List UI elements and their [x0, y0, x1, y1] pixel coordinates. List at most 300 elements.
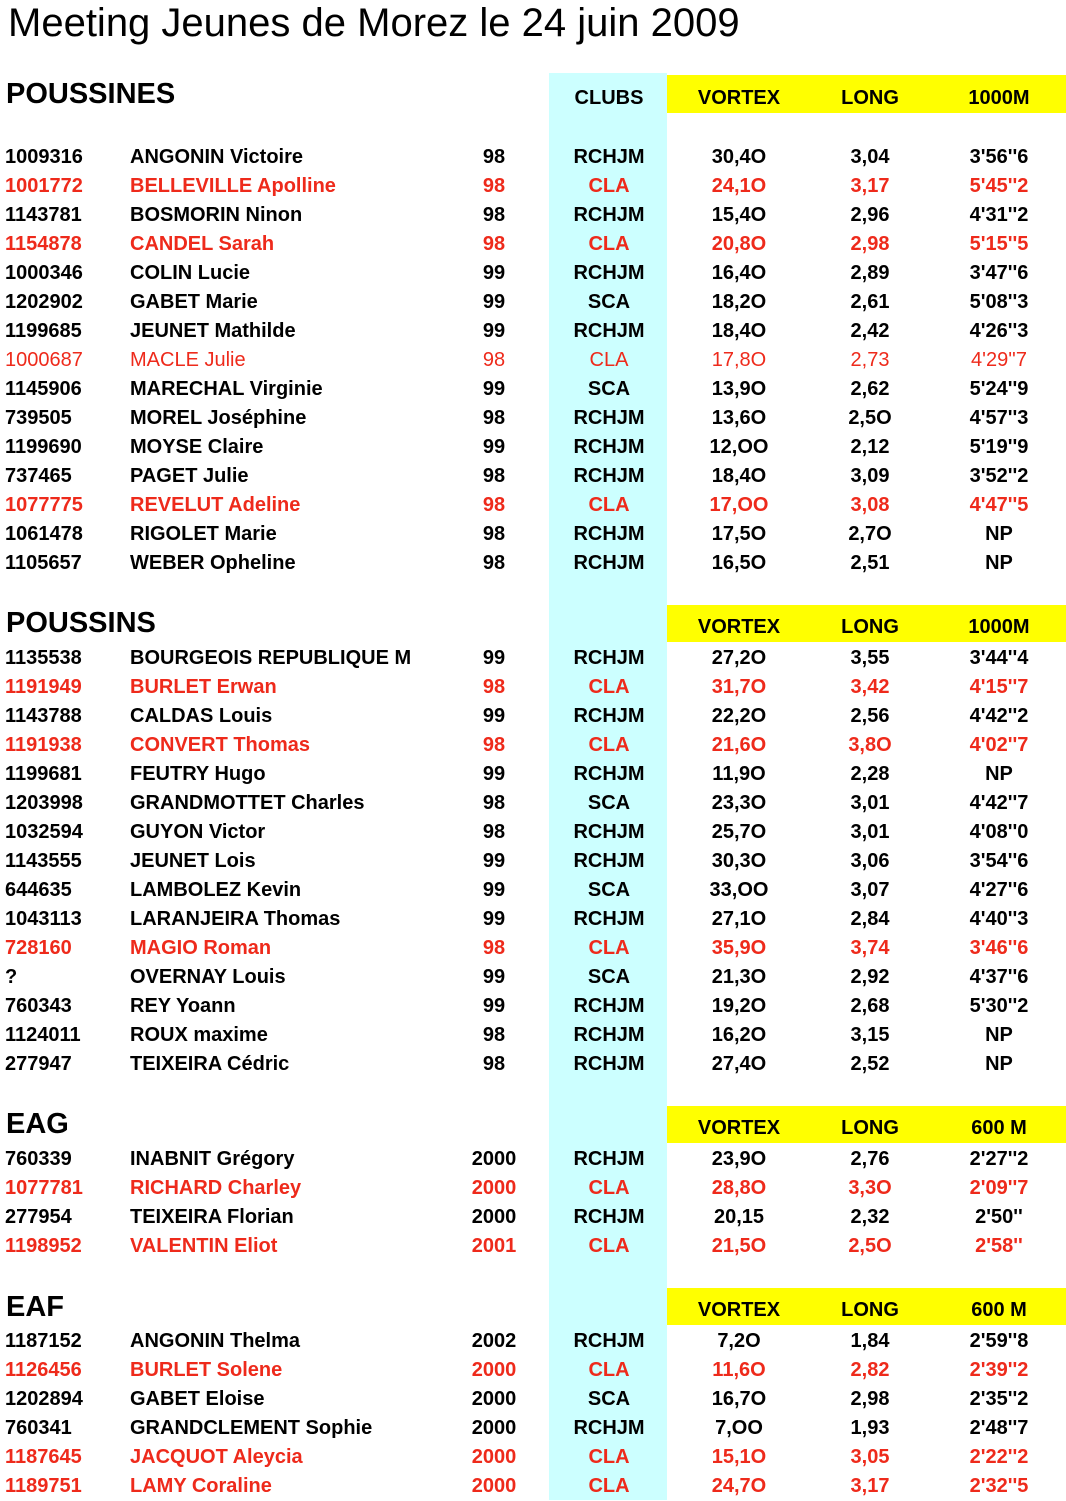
- long-jump-result: 2,52: [850, 1053, 890, 1075]
- vortex-result: 15,1O: [711, 1446, 767, 1468]
- club: CLA: [588, 937, 630, 959]
- long-jump-result: 2,32: [850, 1206, 890, 1228]
- result-row: [0, 1443, 1066, 1472]
- athlete-name: GRANDMOTTET Charles: [130, 792, 365, 814]
- birth-year: 98: [482, 552, 506, 574]
- license-number: 1135538: [5, 647, 82, 669]
- license-number: 1001772: [5, 175, 83, 197]
- result-row: [0, 143, 1066, 172]
- long-jump-result: 2,56: [850, 705, 890, 727]
- athlete-name: VALENTIN Eliot: [130, 1235, 278, 1257]
- athlete-name: GABET Eloise: [130, 1388, 265, 1410]
- athlete-name: FEUTRY Hugo: [130, 763, 266, 785]
- result-row: [0, 905, 1066, 934]
- long-jump-result: 3,74: [850, 937, 890, 959]
- result-row: [0, 201, 1066, 230]
- result-row: [0, 644, 1066, 673]
- birth-year: 99: [482, 705, 506, 727]
- run-time: 2'58'': [975, 1235, 1023, 1257]
- athlete-name: GABET Marie: [130, 291, 258, 313]
- athlete-name: MOYSE Claire: [130, 436, 264, 458]
- vortex-result: 18,4O: [711, 465, 767, 487]
- run-time: 4'57''3: [969, 407, 1029, 429]
- birth-year: 98: [482, 494, 506, 516]
- vortex-result: 15,4O: [711, 204, 767, 226]
- license-number: 1143781: [5, 204, 82, 226]
- result-row: [0, 317, 1066, 346]
- long-jump-result: 1,93: [850, 1417, 890, 1439]
- club: RCHJM: [573, 908, 645, 930]
- athlete-name: RICHARD Charley: [130, 1177, 302, 1199]
- birth-year: 2000: [471, 1475, 517, 1497]
- run-time: 4'15''7: [969, 676, 1029, 698]
- license-number: 1203998: [5, 792, 83, 814]
- birth-year: 99: [482, 995, 506, 1017]
- header-long: LONG: [841, 87, 899, 109]
- athlete-name: REY Yoann: [130, 995, 236, 1017]
- long-jump-result: 2,5O: [848, 407, 892, 429]
- license-number: 1198952: [5, 1235, 82, 1257]
- license-number: 1105657: [5, 552, 82, 574]
- athlete-name: MOREL Joséphine: [130, 407, 307, 429]
- club: CLA: [588, 175, 630, 197]
- license-number: 1199681: [5, 763, 82, 785]
- birth-year: 98: [482, 1024, 506, 1046]
- vortex-result: 11,9O: [712, 763, 766, 785]
- run-time: 4'02''7: [969, 734, 1029, 756]
- athlete-name: REVELUT Adeline: [130, 494, 301, 516]
- license-number: 1189751: [5, 1475, 82, 1497]
- license-number: 1032594: [5, 821, 83, 843]
- license-number: ?: [5, 966, 18, 988]
- birth-year: 98: [482, 204, 506, 226]
- license-number: 277954: [5, 1206, 72, 1228]
- result-row: [0, 1472, 1066, 1501]
- vortex-result: 12,OO: [709, 436, 769, 458]
- long-jump-result: 2,73: [850, 349, 890, 371]
- long-jump-result: 2,68: [850, 995, 890, 1017]
- section-title: POUSSINES: [6, 78, 176, 110]
- run-time: NP: [985, 523, 1013, 545]
- long-jump-result: 2,98: [850, 233, 890, 255]
- run-time: 2'48''7: [969, 1417, 1029, 1439]
- header-time: 600 M: [971, 1117, 1027, 1139]
- birth-year: 2000: [471, 1206, 517, 1228]
- run-time: 5'19''9: [969, 436, 1029, 458]
- vortex-result: 21,3O: [711, 966, 767, 988]
- license-number: 1077781: [5, 1177, 83, 1199]
- vortex-result: 16,4O: [711, 262, 767, 284]
- run-time: 3'46''6: [969, 937, 1029, 959]
- run-time: 4'31''2: [969, 204, 1029, 226]
- header-vortex: VORTEX: [697, 1299, 781, 1321]
- birth-year: 99: [482, 378, 506, 400]
- long-jump-result: 3,01: [850, 792, 890, 814]
- long-jump-result: 2,82: [850, 1359, 890, 1381]
- result-row: [0, 433, 1066, 462]
- license-number: 277947: [5, 1053, 72, 1075]
- vortex-result: 21,5O: [711, 1235, 767, 1257]
- long-jump-result: 2,76: [850, 1148, 890, 1170]
- header-vortex: VORTEX: [697, 1117, 781, 1139]
- long-jump-result: 2,51: [850, 552, 890, 574]
- section-title: EAG: [6, 1108, 69, 1140]
- long-jump-result: 1,84: [850, 1330, 890, 1352]
- birth-year: 99: [482, 908, 506, 930]
- athlete-name: INABNIT Grégory: [130, 1148, 295, 1170]
- birth-year: 99: [482, 291, 506, 313]
- vortex-result: 27,1O: [711, 908, 767, 930]
- club: CLA: [589, 349, 629, 371]
- long-jump-result: 3,17: [850, 175, 890, 197]
- long-jump-result: 3,01: [850, 821, 890, 843]
- run-time: 5'30''2: [969, 995, 1029, 1017]
- run-time: 4'42''7: [969, 792, 1029, 814]
- run-time: 4'37''6: [969, 966, 1029, 988]
- vortex-result: 19,2O: [711, 995, 767, 1017]
- club: SCA: [587, 1388, 631, 1410]
- run-time: 4'27''6: [969, 879, 1029, 901]
- club: CLA: [588, 734, 630, 756]
- birth-year: 98: [482, 233, 506, 255]
- vortex-result: 11,6O: [712, 1359, 766, 1381]
- license-number: 1199685: [5, 320, 82, 342]
- club: RCHJM: [573, 523, 645, 545]
- club: SCA: [587, 879, 631, 901]
- club: RCHJM: [573, 1024, 645, 1046]
- result-row: [0, 491, 1066, 520]
- header-clubs: CLUBS: [574, 87, 644, 109]
- club: RCHJM: [573, 821, 645, 843]
- license-number: 1145906: [5, 378, 82, 400]
- header-time: 600 M: [971, 1299, 1027, 1321]
- license-number: 1143788: [5, 705, 82, 727]
- long-jump-result: 3,06: [850, 850, 890, 872]
- birth-year: 98: [482, 349, 506, 371]
- club: RCHJM: [573, 647, 645, 669]
- birth-year: 99: [482, 647, 506, 669]
- athlete-name: GUYON Victor: [130, 821, 266, 843]
- club: RCHJM: [573, 1053, 645, 1075]
- athlete-name: ANGONIN Victoire: [130, 146, 303, 168]
- license-number: 739505: [5, 407, 72, 429]
- result-row: [0, 673, 1066, 702]
- result-row: [0, 288, 1066, 317]
- vortex-result: 28,8O: [711, 1177, 767, 1199]
- vortex-result: 27,4O: [711, 1053, 767, 1075]
- club: RCHJM: [573, 204, 645, 226]
- club: SCA: [587, 378, 631, 400]
- run-time: 3'54''6: [969, 850, 1029, 872]
- vortex-result: 30,3O: [711, 850, 767, 872]
- club: RCHJM: [573, 262, 645, 284]
- club: SCA: [587, 291, 631, 313]
- vortex-result: 30,4O: [711, 146, 767, 168]
- result-row: [0, 847, 1066, 876]
- athlete-name: RIGOLET Marie: [130, 523, 277, 545]
- header-long: LONG: [841, 616, 899, 638]
- header-vortex: VORTEX: [697, 616, 781, 638]
- athlete-name: ROUX maxime: [130, 1024, 268, 1046]
- long-jump-result: 3,08: [850, 494, 890, 516]
- result-row: [0, 230, 1066, 259]
- vortex-result: 18,2O: [711, 291, 767, 313]
- license-number: 1124011: [5, 1024, 81, 1046]
- birth-year: 2000: [471, 1446, 517, 1468]
- long-jump-result: 2,42: [850, 320, 890, 342]
- license-number: 1009316: [5, 146, 83, 168]
- club: RCHJM: [573, 436, 645, 458]
- result-row: [0, 549, 1066, 578]
- license-number: 1202894: [5, 1388, 83, 1410]
- license-number: 760343: [5, 995, 72, 1017]
- license-number: 1126456: [5, 1359, 82, 1381]
- athlete-name: LAMY Coraline: [130, 1475, 272, 1497]
- club: SCA: [587, 792, 631, 814]
- result-row: [0, 760, 1066, 789]
- birth-year: 98: [482, 175, 506, 197]
- athlete-name: BURLET Erwan: [130, 676, 277, 698]
- license-number: 1000346: [5, 262, 83, 284]
- run-time: 3'52''2: [969, 465, 1029, 487]
- long-jump-result: 2,89: [850, 262, 890, 284]
- result-row: [0, 259, 1066, 288]
- run-time: 5'08''3: [969, 291, 1029, 313]
- athlete-name: MARECHAL Virginie: [130, 378, 323, 400]
- vortex-result: 31,7O: [711, 676, 767, 698]
- run-time: 4'08''0: [969, 821, 1029, 843]
- club: CLA: [588, 1475, 630, 1497]
- result-row: [0, 1327, 1066, 1356]
- result-row: [0, 731, 1066, 760]
- vortex-result: 23,9O: [711, 1148, 767, 1170]
- license-number: 1199690: [5, 436, 82, 458]
- long-jump-result: 3,55: [850, 647, 890, 669]
- birth-year: 98: [482, 676, 506, 698]
- club: RCHJM: [573, 320, 645, 342]
- vortex-result: 17,5O: [711, 523, 767, 545]
- athlete-name: LAMBOLEZ Kevin: [130, 879, 302, 901]
- header-vortex: VORTEX: [697, 87, 781, 109]
- athlete-name: PAGET Julie: [130, 465, 249, 487]
- long-jump-result: 3,8O: [848, 734, 892, 756]
- result-row: [0, 1414, 1066, 1443]
- vortex-result: 18,4O: [711, 320, 767, 342]
- long-jump-result: 3,3O: [848, 1177, 892, 1199]
- page-title: Meeting Jeunes de Morez le 24 juin 2009: [8, 1, 740, 45]
- long-jump-result: 2,5O: [848, 1235, 892, 1257]
- athlete-name: BOSMORIN Ninon: [130, 204, 303, 226]
- athlete-name: TEIXEIRA Florian: [130, 1206, 294, 1228]
- license-number: 1000687: [5, 349, 83, 371]
- license-number: 1191938: [5, 734, 82, 756]
- birth-year: 98: [482, 821, 506, 843]
- athlete-name: GRANDCLEMENT Sophie: [130, 1417, 373, 1439]
- run-time: 4'42''2: [969, 705, 1029, 727]
- result-row: [0, 462, 1066, 491]
- long-jump-result: 3,17: [850, 1475, 890, 1497]
- birth-year: 98: [482, 734, 506, 756]
- header-long: LONG: [841, 1299, 899, 1321]
- long-jump-result: 2,12: [850, 436, 890, 458]
- long-jump-result: 2,92: [850, 966, 890, 988]
- athlete-name: CALDAS Louis: [130, 705, 273, 727]
- athlete-name: JEUNET Lois: [130, 850, 256, 872]
- license-number: 1191949: [5, 676, 82, 698]
- club: RCHJM: [573, 1330, 645, 1352]
- section-title: EAF: [6, 1291, 64, 1323]
- run-time: 2'27''2: [969, 1148, 1029, 1170]
- athlete-name: LARANJEIRA Thomas: [130, 908, 341, 930]
- club: RCHJM: [573, 407, 645, 429]
- license-number: 760341: [5, 1417, 72, 1439]
- club: RCHJM: [573, 146, 645, 168]
- vortex-result: 7,2O: [717, 1330, 761, 1352]
- vortex-result: 20,8O: [711, 233, 767, 255]
- run-time: NP: [985, 763, 1013, 785]
- vortex-result: 25,7O: [711, 821, 767, 843]
- license-number: 760339: [5, 1148, 72, 1170]
- run-time: 2'35''2: [969, 1388, 1029, 1410]
- run-time: 2'59''8: [969, 1330, 1029, 1352]
- result-row: [0, 1174, 1066, 1203]
- birth-year: 98: [482, 1053, 506, 1075]
- run-time: 4'40''3: [969, 908, 1029, 930]
- license-number: 644635: [5, 879, 72, 901]
- birth-year: 2001: [471, 1235, 517, 1257]
- birth-year: 99: [482, 763, 506, 785]
- long-jump-result: 2,98: [850, 1388, 890, 1410]
- vortex-result: 17,OO: [709, 494, 769, 516]
- athlete-name: JACQUOT Aleycia: [130, 1446, 303, 1468]
- athlete-name: TEIXEIRA Cédric: [130, 1053, 290, 1075]
- result-row: [0, 520, 1066, 549]
- vortex-result: 33,OO: [709, 879, 769, 901]
- club: RCHJM: [573, 705, 645, 727]
- club: RCHJM: [573, 763, 645, 785]
- result-row: [0, 375, 1066, 404]
- license-number: 737465: [5, 465, 72, 487]
- header-long: LONG: [841, 1117, 899, 1139]
- long-jump-result: 2,84: [850, 908, 890, 930]
- athlete-name: CONVERT Thomas: [130, 734, 311, 756]
- run-time: 4'47''5: [969, 494, 1029, 516]
- birth-year: 98: [482, 146, 506, 168]
- license-number: 728160: [5, 937, 72, 959]
- license-number: 1187152: [5, 1330, 82, 1352]
- birth-year: 99: [482, 436, 506, 458]
- long-jump-result: 2,62: [850, 378, 890, 400]
- birth-year: 2000: [471, 1177, 517, 1199]
- athlete-name: COLIN Lucie: [130, 262, 251, 284]
- club: RCHJM: [573, 465, 645, 487]
- vortex-result: 7,OO: [715, 1417, 763, 1439]
- run-time: 2'22''2: [969, 1446, 1029, 1468]
- license-number: 1154878: [5, 233, 82, 255]
- run-time: NP: [985, 552, 1013, 574]
- vortex-result: 23,3O: [711, 792, 767, 814]
- result-row: [0, 1385, 1066, 1414]
- run-time: 3'56''6: [969, 146, 1029, 168]
- vortex-result: 27,2O: [711, 647, 767, 669]
- club: SCA: [587, 966, 631, 988]
- result-row: [0, 818, 1066, 847]
- birth-year: 99: [482, 966, 506, 988]
- vortex-result: 16,2O: [711, 1024, 767, 1046]
- athlete-name: BURLET Solene: [130, 1359, 283, 1381]
- vortex-result: 13,9O: [711, 378, 767, 400]
- birth-year: 99: [482, 879, 506, 901]
- long-jump-result: 3,15: [850, 1024, 890, 1046]
- run-time: 4'29''7: [971, 349, 1027, 371]
- long-jump-result: 3,09: [850, 465, 890, 487]
- club: RCHJM: [573, 850, 645, 872]
- vortex-result: 20,15: [713, 1206, 765, 1228]
- athlete-name: BOURGEOIS REPUBLIQUE M: [130, 647, 412, 669]
- club: CLA: [588, 1177, 630, 1199]
- header-time: 1000M: [968, 87, 1030, 109]
- vortex-result: 16,5O: [711, 552, 767, 574]
- birth-year: 2000: [471, 1417, 517, 1439]
- result-row: [0, 1050, 1066, 1079]
- athlete-name: BELLEVILLE Apolline: [130, 175, 336, 197]
- result-row: [0, 1232, 1066, 1261]
- birth-year: 98: [482, 523, 506, 545]
- result-row: [0, 404, 1066, 433]
- vortex-result: 35,9O: [711, 937, 767, 959]
- license-number: 1187645: [5, 1446, 82, 1468]
- long-jump-result: 3,04: [850, 146, 890, 168]
- run-time: 5'15''5: [969, 233, 1029, 255]
- result-row: [0, 1356, 1066, 1385]
- license-number: 1043113: [5, 908, 82, 930]
- long-jump-result: 2,28: [850, 763, 890, 785]
- run-time: 2'09''7: [969, 1177, 1029, 1199]
- license-number: 1143555: [5, 850, 82, 872]
- run-time: 3'47''6: [969, 262, 1029, 284]
- run-time: 2'32''5: [969, 1475, 1029, 1497]
- result-row: [0, 789, 1066, 818]
- birth-year: 2002: [471, 1330, 517, 1352]
- athlete-name: MACLE Julie: [130, 349, 246, 371]
- birth-year: 99: [482, 850, 506, 872]
- birth-year: 99: [482, 320, 506, 342]
- club: RCHJM: [573, 1417, 645, 1439]
- club: CLA: [588, 494, 630, 516]
- header-time: 1000M: [968, 616, 1030, 638]
- birth-year: 99: [482, 262, 506, 284]
- run-time: 5'24''9: [969, 378, 1029, 400]
- result-row: [0, 1021, 1066, 1050]
- vortex-result: 21,6O: [711, 734, 767, 756]
- birth-year: 2000: [471, 1148, 517, 1170]
- long-jump-result: 2,7O: [848, 523, 892, 545]
- club: CLA: [588, 1359, 630, 1381]
- run-time: NP: [985, 1053, 1013, 1075]
- long-jump-result: 3,42: [850, 676, 890, 698]
- birth-year: 98: [482, 407, 506, 429]
- club: CLA: [588, 1235, 630, 1257]
- long-jump-result: 3,05: [850, 1446, 890, 1468]
- birth-year: 2000: [471, 1388, 517, 1410]
- club: RCHJM: [573, 1206, 645, 1228]
- birth-year: 98: [482, 792, 506, 814]
- athlete-name: OVERNAY Louis: [130, 966, 286, 988]
- vortex-result: 24,1O: [711, 175, 767, 197]
- license-number: 1202902: [5, 291, 83, 313]
- club: CLA: [588, 1446, 630, 1468]
- long-jump-result: 2,96: [850, 204, 890, 226]
